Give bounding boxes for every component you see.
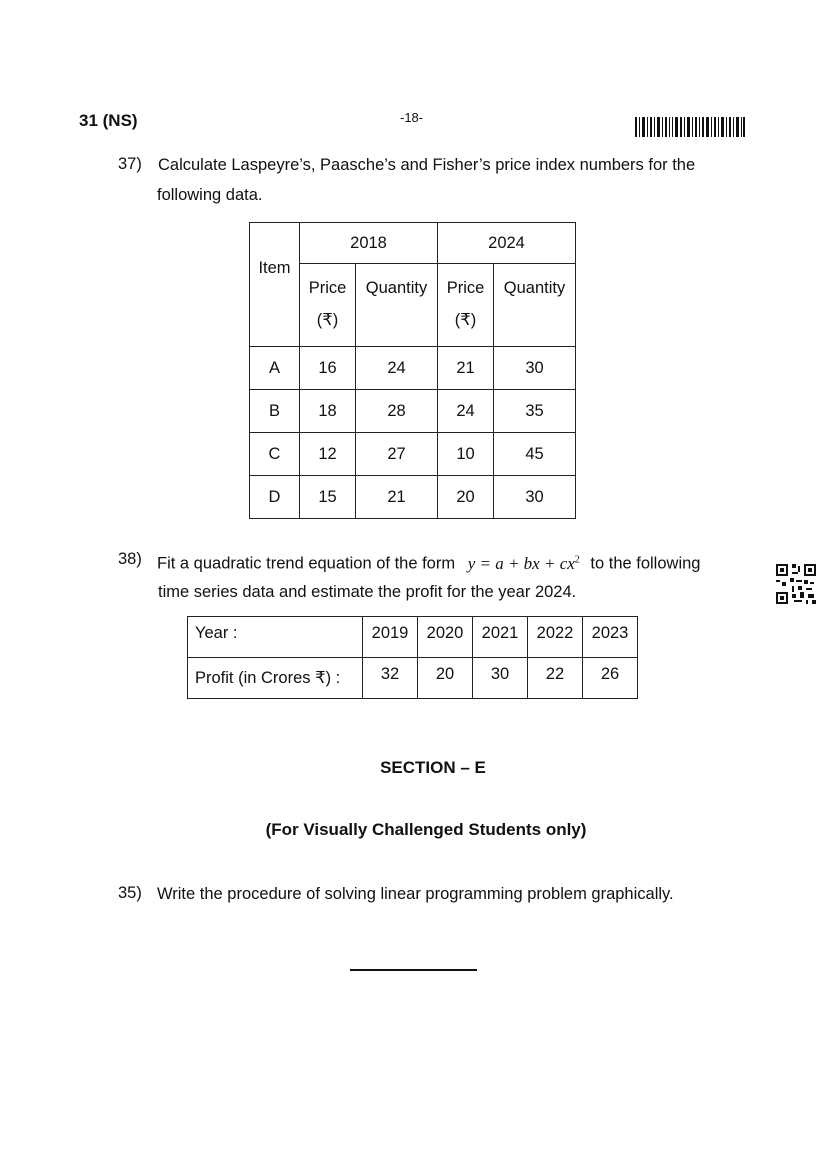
price-2024-cell: 21 [438, 347, 494, 390]
quantity-2018-cell: 24 [356, 347, 438, 390]
profit-cell: 22 [528, 658, 583, 699]
quantity-2024-cell: 30 [494, 476, 576, 519]
q35-text: Write the procedure of solving linear programming problem graphically. [157, 885, 674, 903]
q38-text-before: Fit a quadratic trend equation of the form [157, 554, 456, 573]
q38-number: 38) [118, 550, 142, 568]
profit-cell: 30 [473, 658, 528, 699]
year-2018-header: 2018 [300, 223, 438, 264]
barcode-image [635, 117, 745, 137]
q37-number: 37) [118, 155, 142, 173]
q38-text-line1 [157, 545, 700, 579]
table-row [250, 476, 576, 519]
section-title: SECTION – E [380, 758, 486, 777]
quantity-2018-cell: 21 [356, 476, 438, 519]
price-2018-cell: 12 [300, 433, 356, 476]
table-row [250, 433, 576, 476]
quantity-2018-cell: 27 [356, 433, 438, 476]
price-2024-cell: 20 [438, 476, 494, 519]
year-cell: 2021 [473, 617, 528, 658]
page-number: -18- [400, 110, 424, 125]
end-line [350, 969, 477, 971]
table-row [250, 390, 576, 433]
quantity-2024-cell: 35 [494, 390, 576, 433]
price-2018-cell: 16 [300, 347, 356, 390]
q38-text-after: to the following [590, 554, 701, 573]
q35-number: 35) [118, 884, 142, 902]
year-cell: 2023 [583, 617, 638, 658]
item-cell: D [250, 476, 300, 519]
table-row [250, 347, 576, 390]
paper-code: 31 (NS) [79, 111, 138, 130]
profit-table [187, 616, 638, 699]
quantity-2024-cell: 45 [494, 433, 576, 476]
item-cell: B [250, 390, 300, 433]
qr-code-image [776, 564, 816, 604]
year-cell: 2019 [363, 617, 418, 658]
year-cell: 2020 [418, 617, 473, 658]
q38-text-line2: time series data and estimate the profit for the year 2024. [158, 583, 577, 601]
profit-cell: 20 [418, 658, 473, 699]
q37-text-line2: following data. [157, 186, 263, 204]
year-2024-header: 2024 [438, 223, 576, 264]
quadratic-formula: y = a + bx + $cx^2$ [467, 553, 580, 573]
year-label: Year : [188, 617, 363, 658]
price-2018-cell: 18 [300, 390, 356, 433]
table-row [188, 617, 638, 658]
price-header-2018: Price (₹) [300, 264, 356, 347]
q37-text-line1: Calculate Laspeyre’s, Paasche’s and Fisher’s price index numbers for the [158, 156, 696, 174]
price-2024-cell: 10 [438, 433, 494, 476]
item-cell: A [250, 347, 300, 390]
year-cell: 2022 [528, 617, 583, 658]
section-subtitle: (For Visually Challenged Students only) [265, 820, 587, 839]
quantity-header-2018: Quantity [356, 264, 438, 347]
quantity-2018-cell: 28 [356, 390, 438, 433]
price-2024-cell: 24 [438, 390, 494, 433]
quantity-2024-cell: 30 [494, 347, 576, 390]
profit-cell: 26 [583, 658, 638, 699]
profit-label: Profit (in Crores ₹) : [188, 658, 363, 699]
price-2018-cell: 15 [300, 476, 356, 519]
item-header: Item [250, 223, 300, 347]
quantity-header-2024: Quantity [494, 264, 576, 347]
price-index-table [249, 222, 576, 519]
table-row [188, 658, 638, 699]
price-header-2024: Price (₹) [438, 264, 494, 347]
profit-cell: 32 [363, 658, 418, 699]
item-cell: C [250, 433, 300, 476]
